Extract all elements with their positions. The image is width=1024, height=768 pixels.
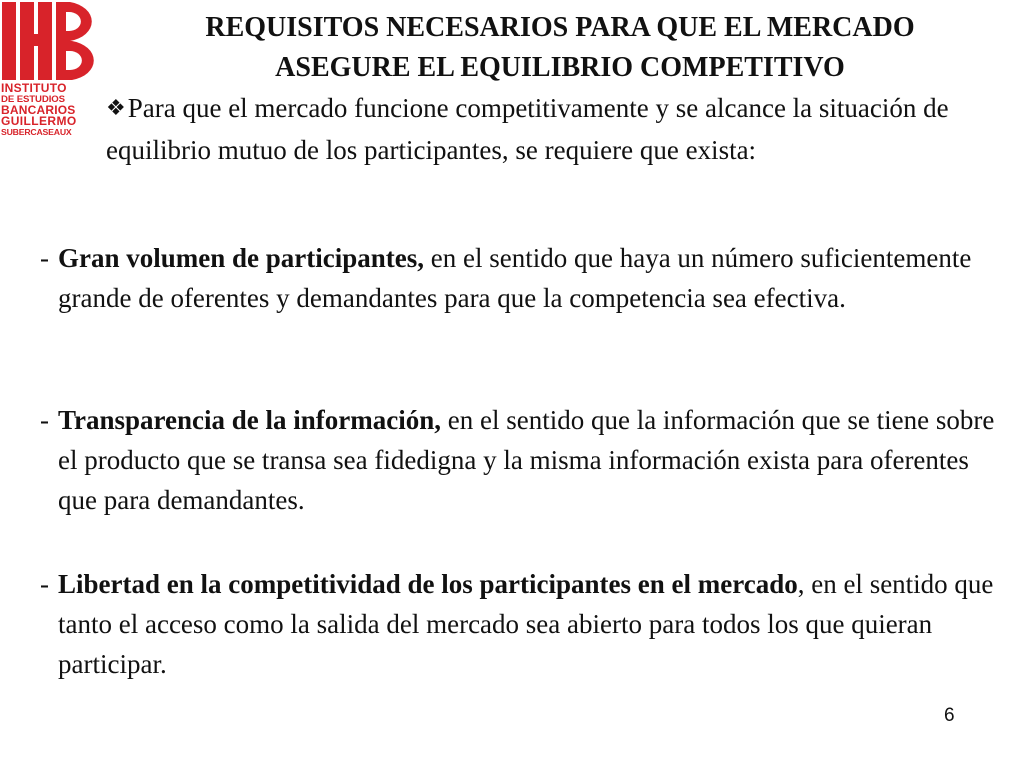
requirement-term: Libertad en la competitividad de los participantes en el mercado (58, 569, 798, 599)
logo-line: SUBERCASEAUX (1, 127, 72, 137)
requirement-item (40, 400, 1010, 520)
diamond-bullet-icon: ❖ (106, 95, 126, 120)
requirement-dash: - (40, 243, 49, 273)
logo-line: DE ESTUDIOS (1, 94, 65, 105)
logo-line: INSTITUTO (1, 81, 67, 95)
logo-line: BANCARIOS (1, 103, 76, 117)
requirement-dash: - (40, 569, 49, 599)
logo-emblem-icon (0, 0, 100, 82)
requirement-item (40, 238, 1010, 318)
page-number: 6 (944, 705, 955, 726)
intro-paragraph (106, 88, 1006, 171)
intro-text: Para que el mercado funcione competitivamente y se alcance la situación de equilibrio mutuo de los participantes, se requiere que exista: (106, 93, 949, 165)
institute-logo (0, 0, 100, 150)
requirement-term: Transparencia de la información, (58, 405, 441, 435)
requirement-item (40, 564, 1010, 684)
requirement-dash: - (40, 405, 49, 435)
logo-line: GUILLERMO (1, 114, 77, 128)
requirement-text: en el sentido que la información que se tiene sobre el producto que se transa sea fidedigna y la misma información exista para oferentes que para demandantes. (58, 405, 995, 515)
slide-title-line: REQUISITOS NECESARIOS PARA QUE EL MERCADO (205, 12, 915, 43)
slide-title-line: ASEGURE EL EQUILIBRIO COMPETITIVO (275, 52, 845, 83)
requirement-text: en el sentido que haya un número suficientemente grande de oferentes y demandantes para que la competencia sea efectiva. (58, 243, 972, 313)
logo-wordmark (1, 83, 99, 138)
requirement-text: , en el sentido que tanto el acceso como la salida del mercado sea abierto para todos los que quieran participar. (58, 569, 994, 679)
slide-title (110, 8, 1010, 88)
requirement-term: Gran volumen de participantes, (58, 243, 425, 273)
